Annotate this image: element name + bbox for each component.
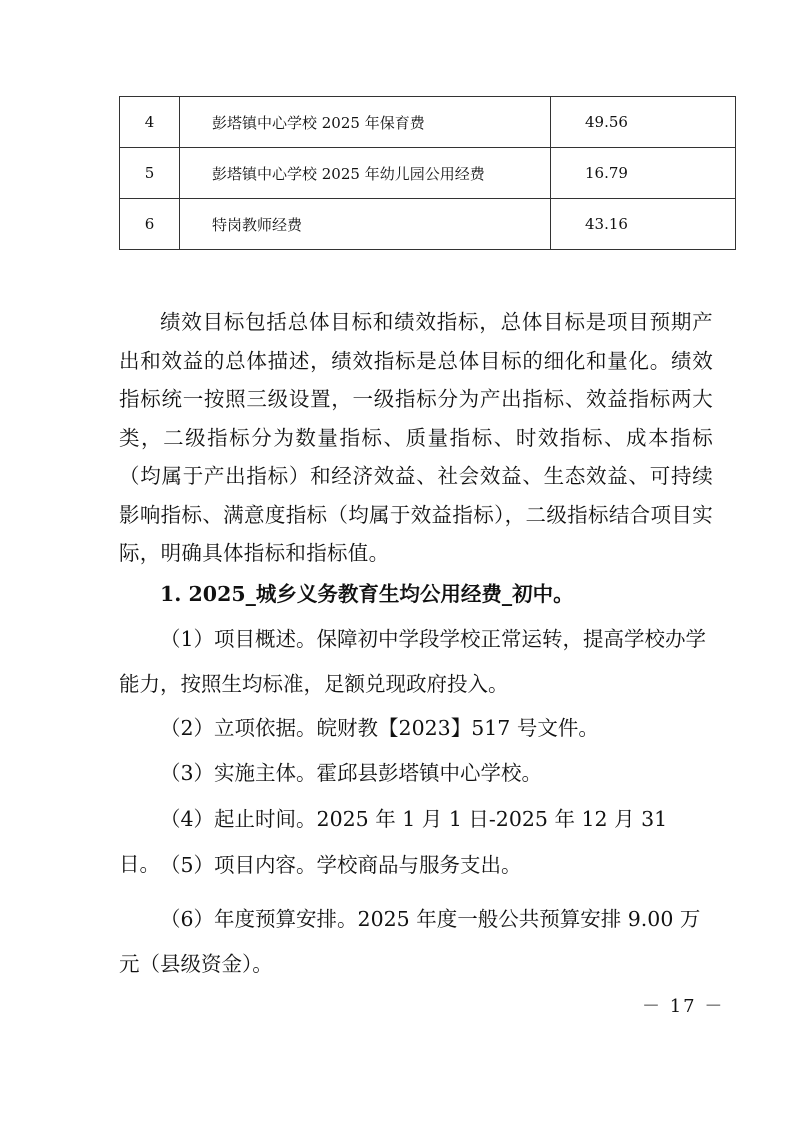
table-row [120,199,736,250]
item-basis: （2）立项依据。皖财教【2023】517 号文件。 [160,716,599,740]
item-budget: （6）年度预算安排。2025 年度一般公共预算安排 9.00 万元（县级资金）。 [119,907,701,976]
row-name-cell: 彭塔镇中心学校 2025 年保育费 [180,97,551,148]
budget-table [119,96,736,250]
row-name-cell: 特岗教师经费 [180,199,551,250]
table-row [120,97,736,148]
row-index-cell: 5 [120,148,180,199]
row-amount-cell: 43.16 [551,199,736,250]
row-amount-cell: 49.56 [551,97,736,148]
row-index-cell: 4 [120,97,180,148]
page-number: － 17 － [642,996,725,1017]
performance-paragraph: 绩效目标包括总体目标和绩效指标，总体目标是项目预期产出和效益的总体描述，绩效指标是总体目标的细化和量化。绩效指标统一按照三级设置，一级指标分为产出指标、效益指标两大类，二级指标分为数量指标、质量指标、时效指标、成本指标（均属于产出指标）和经济效益、社会效益、生态效益、可持续影响指标、满意度指标（均属于效益指标），二级指标结合项目实际，明确具体指标和指标值。 [119,310,713,565]
row-name-cell: 彭塔镇中心学校 2025 年幼儿园公用经费 [180,148,551,199]
item-content: （5）项目内容。学校商品与服务支出。 [160,853,522,877]
table-row [120,148,736,199]
item-period: （4）起止时间。2025 年 1 月 1 日-2025 年 12 月 31 日。 [119,807,668,876]
performance-paragraph-block [119,303,713,573]
section-heading: 1. 2025_城乡义务教育生均公用经费_初中。 [160,582,574,606]
item-implementer: （3）实施主体。霍邱县彭塔镇中心学校。 [160,761,543,785]
row-amount-cell: 16.79 [551,148,736,199]
item-overview: （1）项目概述。保障初中学段学校正常运转，提高学校办学能力，按照生均标准，足额兑现政府投入。 [119,627,707,696]
row-index-cell: 6 [120,199,180,250]
